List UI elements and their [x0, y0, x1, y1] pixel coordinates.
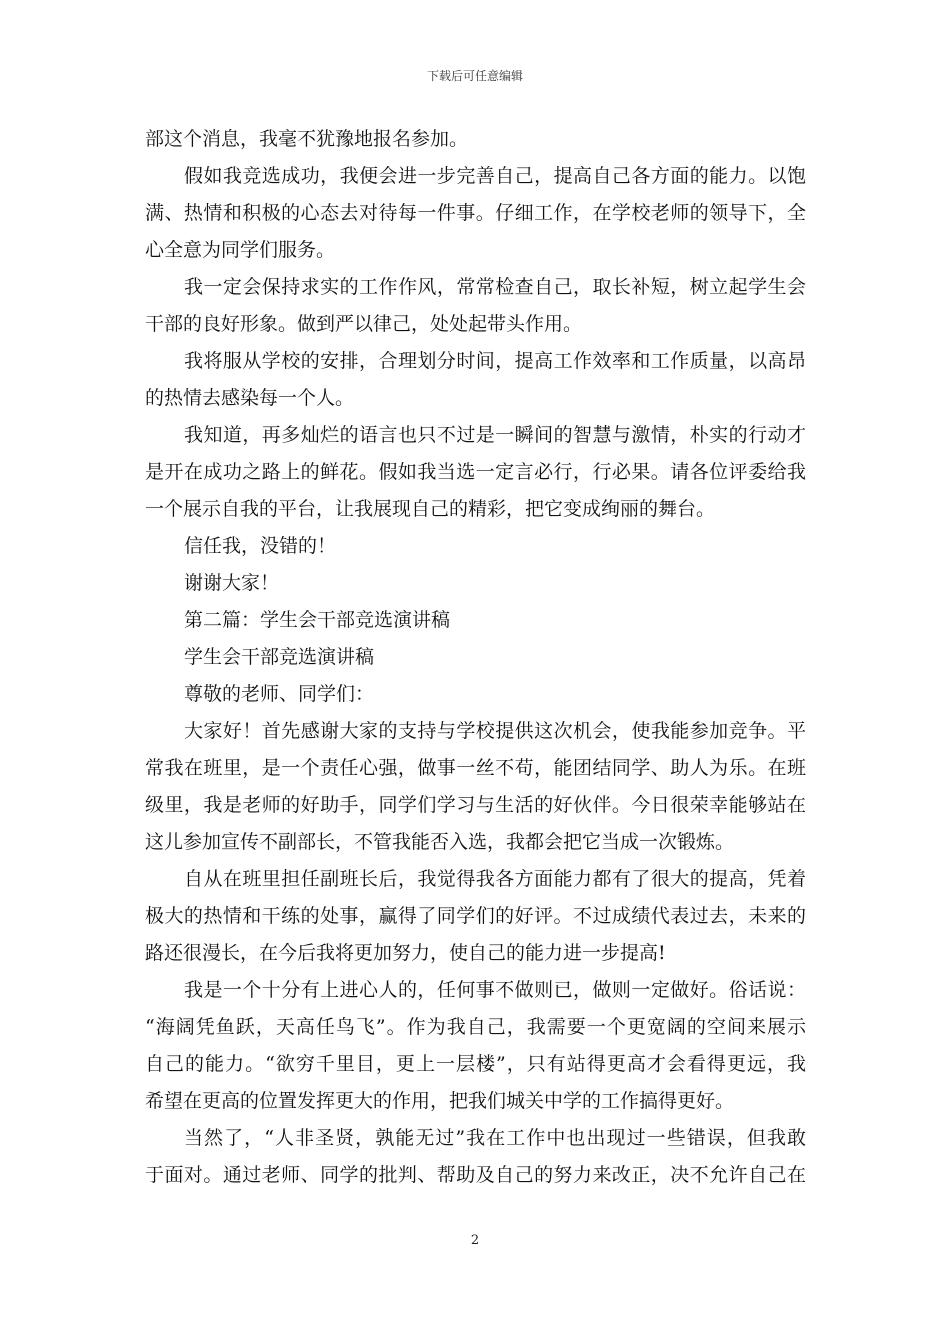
text-line: 于面对。通过老师、同学的批判、帮助及自己的努力来改正，决不允许自己在: [145, 1164, 806, 1186]
text-line: 干部的良好形象。做到严以律己，处处起带头作用。: [145, 313, 583, 335]
text-line: 是开在成功之路上的鲜花。假如我当选一定言必行，行必果。请各位评委给我: [145, 461, 806, 483]
text-line: 这儿参加宣传不副部长，不管我能否入选，我都会把它当成一次锻炼。: [145, 831, 735, 853]
text-line: 一个展示自我的平台，让我展现自己的精彩，把它变成绚丽的舞台。: [145, 498, 716, 520]
section-title: 第二篇：学生会干部竞选演讲稿: [184, 609, 451, 631]
text-line: 的热情去感染每一个人。: [145, 387, 355, 409]
text-line: 谢谢大家！: [184, 572, 280, 594]
document-body: [145, 121, 806, 1194]
text-line: 我将服从学校的安排，合理划分时间，提高工作效率和工作质量，以高昂: [184, 350, 806, 372]
text-line: 自己的能力。“欲穷千里目，更上一层楼”，只有站得更高才会看得更远，我: [145, 1053, 806, 1075]
text-line: 常我在班里，是一个责任心强，做事一丝不苟，能团结同学、助人为乐。在班: [145, 757, 806, 779]
text-line: 假如我竞选成功，我便会进一步完善自己，提高自己各方面的能力。以饱: [184, 165, 806, 187]
text-line: “海阔凭鱼跃，天高任鸟飞”。作为我自己，我需要一个更宽阔的空间来展示: [145, 1016, 806, 1038]
text-line: 当然了，“人非圣贤，孰能无过”我在工作中也出现过一些错误，但我敢: [184, 1127, 806, 1149]
text-line: 级里，我是老师的好助手，同学们学习与生活的好伙伴。今日很荣幸能够站在: [145, 794, 806, 816]
text-line: 希望在更高的位置发挥更大的作用，把我们城关中学的工作搞得更好。: [145, 1090, 735, 1112]
text-line: 极大的热情和干练的处事，赢得了同学们的好评。不过成绩代表过去，未来的: [145, 905, 806, 927]
page-header: 下载后可任意编辑: [426, 69, 523, 83]
text-line: 自从在班里担任副班长后，我觉得我各方面能力都有了很大的提高，凭着: [184, 868, 806, 890]
text-line: 信任我，没错的！: [184, 535, 337, 557]
text-line: 路还很漫长，在今后我将更加努力，使自己的能力进一步提高!: [145, 942, 666, 964]
text-line: 我是一个十分有上进心人的，任何事不做则已，做则一定做好。俗话说：: [184, 979, 806, 1001]
text-line: 我知道，再多灿烂的语言也只不过是一瞬间的智慧与激情，朴实的行动才: [184, 424, 806, 446]
text-line: 心全意为同学们服务。: [145, 239, 336, 261]
text-line: 我一定会保持求实的工作作风，常常检查自己，取长补短，树立起学生会: [184, 276, 806, 298]
text-line: 满、热情和积极的心态去对待每一件事。仔细工作，在学校老师的领导下，全: [145, 202, 806, 224]
page-number: 2: [470, 1233, 480, 1248]
salutation: 尊敬的老师、同学们：: [184, 683, 375, 705]
speech-title: 学生会干部竞选演讲稿: [184, 646, 375, 668]
text-line: 部这个消息，我毫不犹豫地报名参加。: [145, 128, 469, 150]
text-line: 大家好！首先感谢大家的支持与学校提供这次机会，使我能参加竞争。平: [184, 720, 806, 742]
